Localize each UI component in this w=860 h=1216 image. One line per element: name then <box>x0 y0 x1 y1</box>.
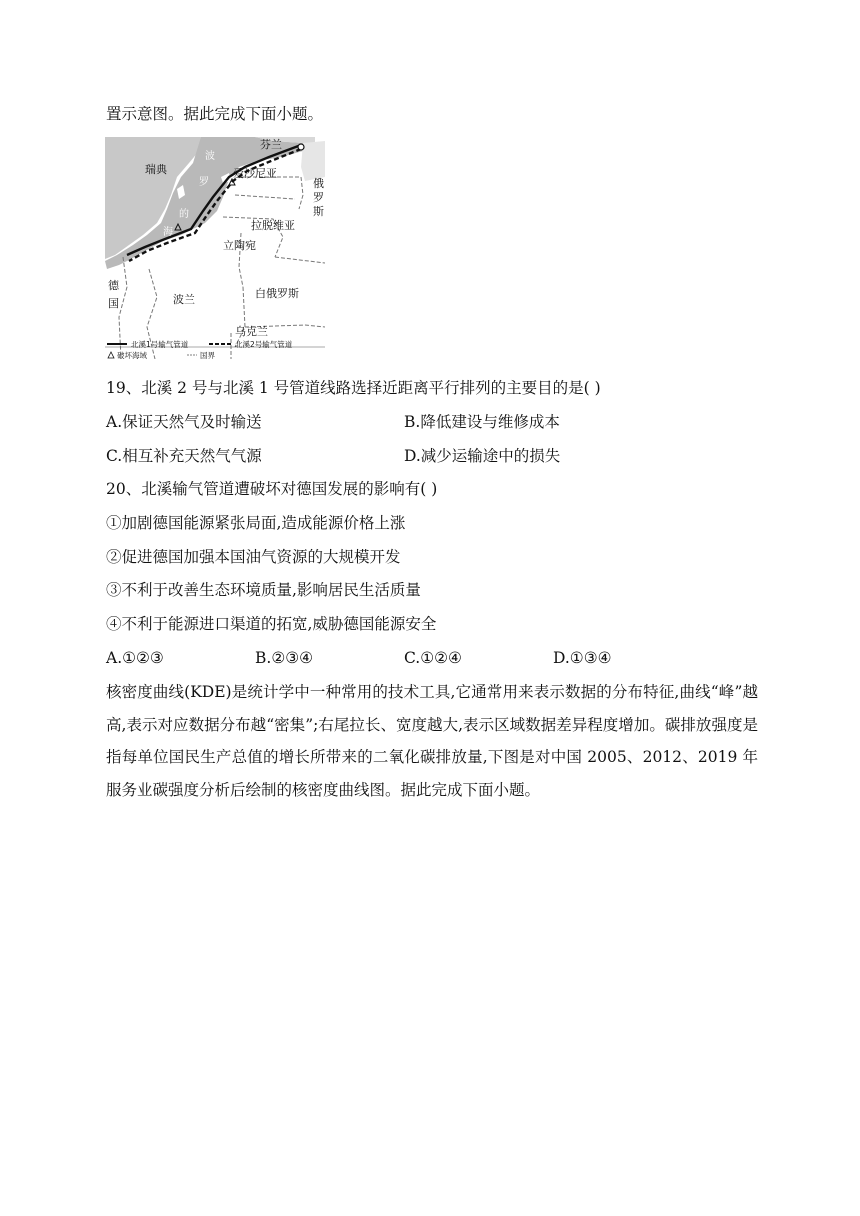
q20-statement-2: ②促进德国加强本国油气资源的大规模开发 <box>106 548 401 566</box>
label-sea-1: 波 <box>205 151 215 162</box>
label-germany-2: 国 <box>108 297 119 310</box>
legend-border: 国界 <box>200 351 215 359</box>
q20-statement-4: ④不利于能源进口渠道的拓宽,威胁德国能源安全 <box>106 615 437 633</box>
label-poland: 波兰 <box>173 293 195 306</box>
passage-kde: 核密度曲线(KDE)是统计学中一种常用的技术工具,它通常用来表示数据的分布特征,曲线“峰”越高,表示对应数据分布越“密集”;右尾拉长、宽度越大,表示区域数据差异程度增加。碳排放强度是指每单位国民生产总值的增长所带来的二氧化碳排放量,下图是对中国 2005、2012、2019 年服务业碳强度分析后绘制的核密度曲线图。据此完成下面小题。 <box>106 683 758 799</box>
label-finland: 芬兰 <box>260 138 282 151</box>
q19-stem: 19、北溪 2 号与北溪 1 号管道线路选择近距离平行排列的主要目的是( ) <box>106 379 601 397</box>
label-lithuania: 立陶宛 <box>223 239 256 252</box>
q19-option-b: B.降低建设与维修成本 <box>404 413 560 431</box>
q20-option-d: D.①③④ <box>553 649 612 667</box>
q19-option-c: C.相互补充天然气气源 <box>106 447 262 465</box>
q20-statement-3: ③不利于改善生态环境质量,影响居民生活质量 <box>106 581 421 599</box>
label-sea-3: 的 <box>179 209 189 220</box>
label-ukraine: 乌克兰 <box>235 325 268 338</box>
legend-ns1: 北溪1号输气管道 <box>131 340 189 349</box>
label-sweden: 瑞典 <box>145 163 167 176</box>
label-latvia: 拉脱维亚 <box>251 219 295 232</box>
label-germany-1: 德 <box>108 279 119 292</box>
q19-option-d: D.减少运输途中的损失 <box>404 447 561 465</box>
label-russia-3: 斯 <box>313 205 324 218</box>
q19-option-a: A.保证天然气及时输送 <box>106 413 262 431</box>
label-sea-4: 海 <box>163 227 173 238</box>
intro-text: 置示意图。据此完成下面小题。 <box>106 105 324 123</box>
label-estonia: 爱沙尼亚 <box>233 167 277 180</box>
q20-option-a: A.①②③ <box>106 649 164 667</box>
q20-statement-1: ①加剧德国能源紧张局面,造成能源价格上涨 <box>106 514 406 532</box>
q20-option-c: C.①②④ <box>404 649 462 667</box>
label-russia-2: 罗 <box>313 191 324 204</box>
label-russia-1: 俄 <box>313 177 324 190</box>
legend-damage: 破坏海域 <box>117 351 147 359</box>
q20-option-b: B.②③④ <box>255 649 314 667</box>
baltic-map <box>105 137 325 359</box>
label-belarus: 白俄罗斯 <box>255 287 299 300</box>
q20-stem: 20、北溪输气管道遭破坏对德国发展的影响有( ) <box>106 480 438 498</box>
label-sea-2: 罗 <box>199 177 209 188</box>
legend-ns2: 北溪2号输气管道 <box>235 340 293 349</box>
